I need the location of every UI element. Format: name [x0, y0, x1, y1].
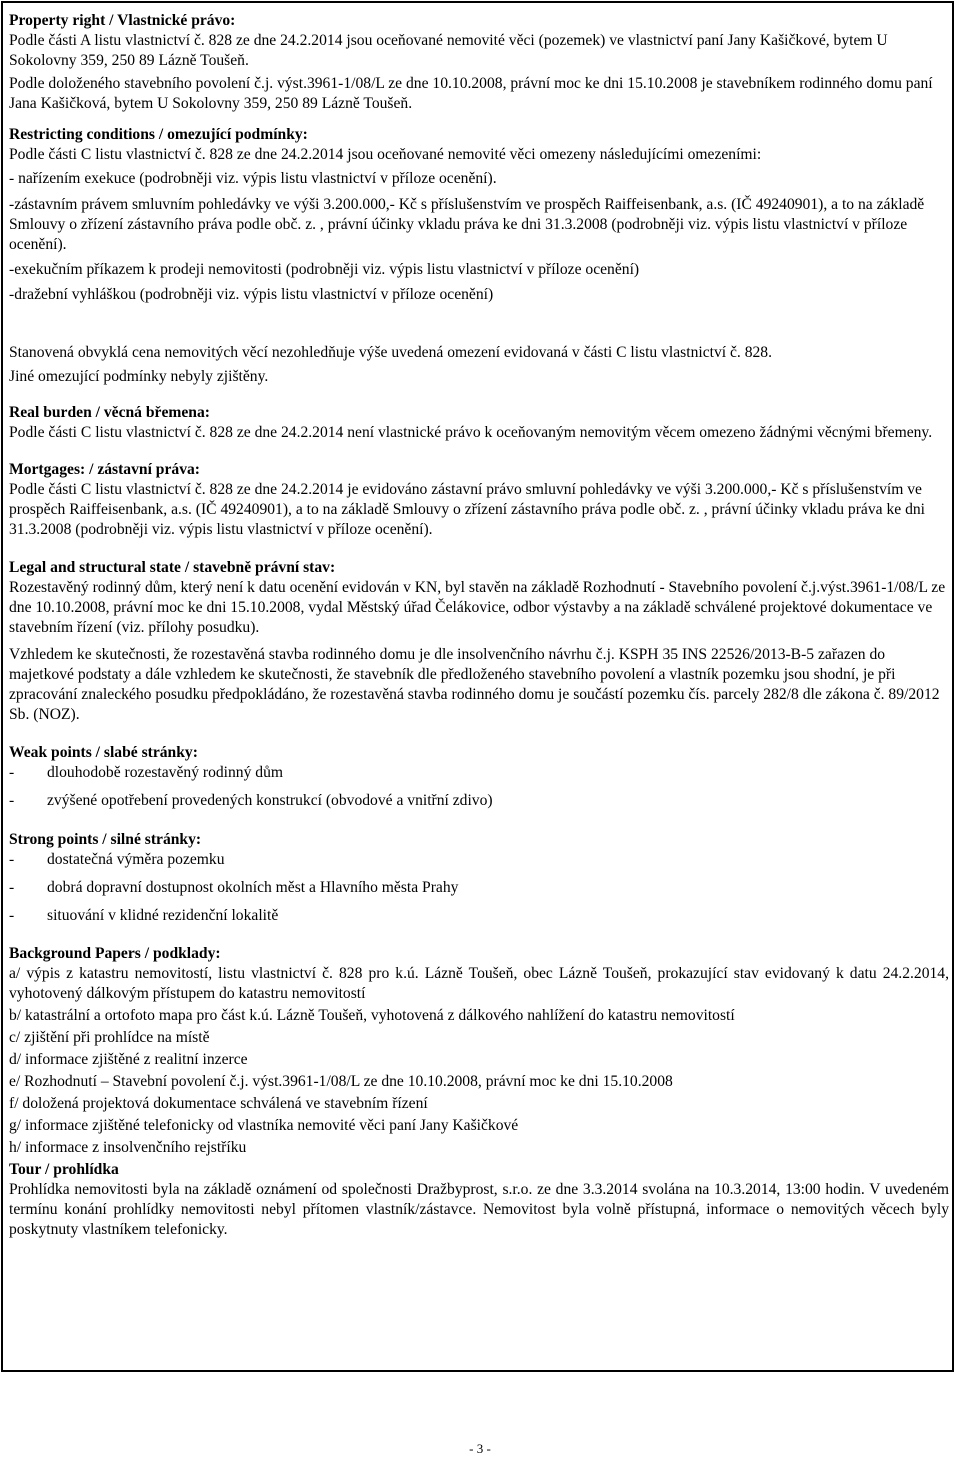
property-text-1: Podle části A listu vlastnictví č. 828 ze dne 24.2.2014 jsou oceňované nemovité věci (pozemek) ve vlastnictví paní Jany Kašičkové, bytem U Sokolovny 359, 250 89 Lázně Toušeň.: [9, 32, 888, 69]
section-background: [9, 944, 949, 1158]
legal-paragraph-1: Rozestavěný rodinný dům, který není k datu ocenění evidován v KN, byl stavěn na základě Rozhodnutí - Stavebního povolení č.j.výst.3961-1/08/L ze dne 10.10.2008, právní moc ke dni 15.10.2008, vydal Městský úřad Čelákovice, odbor výstavby a na základě schválené projektové dokumentace ve stavebním řízení (viz. přílohy posudku).: [9, 579, 946, 636]
background-item-c: c/ zjištění při prohlídce na místě: [9, 1029, 210, 1046]
heading-tour: Tour / prohlídka: [9, 1161, 119, 1178]
heading-restricting: Restricting conditions / omezující podmínky:: [9, 126, 308, 143]
restricting-intro: Podle části C listu vlastnictví č. 828 ze dne 24.2.2014 jsou oceňované nemovité věci omezeny následujícími omezeními:: [9, 146, 762, 163]
strong-item-3: - situování v klidné rezidenční lokalitě: [9, 907, 279, 924]
strong-item-1: - dostatečná výměra pozemku: [9, 851, 225, 868]
strong-item-1-text: dostatečná výměra pozemku: [47, 851, 225, 868]
weak-item-1-text: dlouhodobě rozestavěný rodinný dům: [47, 764, 284, 781]
heading-background: Background Papers / podklady:: [9, 945, 221, 962]
section-strong: [9, 830, 949, 926]
strong-item-2-text: dobrá dopravní dostupnost okolních měst a Hlavního města Prahy: [47, 879, 459, 896]
background-item-e: e/ Rozhodnutí – Stavební povolení č.j. výst.3961-1/08/L ze dne 10.10.2008, právní moc ke dni 15.10.2008: [9, 1073, 673, 1090]
restricting-item-3: -exekučním příkazem k prodeji nemovitosti (podrobněji viz. výpis listu vlastnictví v příloze ocenění): [9, 261, 640, 278]
document-content: [9, 11, 949, 1240]
restricting-item-4: -dražební vyhláškou (podrobněji viz. výpis listu vlastnictví v příloze ocenění): [9, 286, 494, 303]
heading-strong: Strong points / silné stránky:: [9, 831, 202, 848]
heading-weak: Weak points / slabé stránky:: [9, 744, 198, 761]
weak-item-2-text: zvýšené opotřebení provedených konstrukcí (obvodové a vnitřní zdivo): [47, 792, 493, 809]
page-number: - 3 -: [469, 1441, 491, 1456]
section-burden: [9, 403, 949, 443]
background-item-b: b/ katastrální a ortofoto mapa pro část k.ú. Lázně Toušeň, vyhotovená z dálkového nahlížení do katastru nemovitostí: [9, 1007, 735, 1024]
background-item-f: f/ doložená projektová dokumentace schválená ve stavebním řízení: [9, 1095, 428, 1112]
restricting-item-1: - nařízením exekuce (podrobněji viz. výpis listu vlastnictví v příloze ocenění).: [9, 170, 497, 187]
property-text-2: Podle doloženého stavebního povolení č.j. výst.3961-1/08/L ze dne 10.10.2008, právní moc ke dni 15.10.2008 je stavebníkem rodinného domu paní Jana Kašičková, bytem U Sokolovny 359, 250 89 Lázně Toušeň.: [9, 75, 933, 112]
legal-paragraph-2: Vzhledem ke skutečnosti, že rozestavěná stavba rodinného domu je dle insolvenčního návrhu č.j. KSPH 35 INS 22526/2013-B-5 zařazen do majetkové podstaty a dále vzhledem ke skutečnosti, že stavebník dle předloženého stavebního povolení a vlastník pozemku jsou shodní, je při zpracování znaleckého posudku předpokládáno, že rozestavěná stavba rodinného domu je součástí pozemku čís. parcely 282/8 dle zákona č. 89/2012 Sb. (NOZ).: [9, 646, 940, 723]
background-item-a: a/ výpis z katastru nemovitostí, listu vlastnictví č. 828 pro k.ú. Lázně Toušeň, obec Lázně Toušeň, prokazující stav evidovaný k datu 24.2.2014, vyhotovený dálkovým přístupem do katastru nemovitostí: [9, 965, 949, 1002]
strong-item-2: - dobrá dopravní dostupnost okolních měst a Hlavního města Prahy: [9, 879, 459, 896]
background-item-h: h/ informace z insolvenčního rejstříku: [9, 1139, 247, 1156]
mortgages-text: Podle části C listu vlastnictví č. 828 ze dne 24.2.2014 je evidováno zástavní právo smluvní pohledávky ve výši 3.200.000,- Kč s příslušenstvím ve prospěch Raiffeisenbank, a.s. (IČ 49240901), a to na základě Smlouvy o zřízení zástavního práva podle obč. z. , právní účinky vkladu práva ke dni 31.3.2008 (podrobněji viz. výpis listu vlastnictví v příloze ocenění).: [9, 481, 926, 538]
section-legal: [9, 558, 949, 725]
section-property: [9, 11, 949, 114]
restricting-note-1: Stanovená obvyklá cena nemovitých věcí nezohledňuje výše uvedená omezení evidovaná v části C listu vlastnictví č. 828.: [9, 344, 772, 361]
heading-burden: Real burden / věcná břemena:: [9, 404, 210, 421]
section-weak: [9, 743, 949, 811]
weak-item-1: - dlouhodobě rozestavěný rodinný dům: [9, 764, 284, 781]
heading-mortgages: Mortgages: / zástavní práva:: [9, 461, 200, 478]
section-restricting: [9, 125, 949, 387]
burden-text: Podle části C listu vlastnictví č. 828 ze dne 24.2.2014 není vlastnické právo k oceňovaným nemovitým věcem omezeno žádnými věcnými břemeny.: [9, 424, 933, 441]
section-tour: [9, 1160, 949, 1240]
section-mortgages: [9, 460, 949, 540]
background-item-d: d/ informace zjištěné z realitní inzerce: [9, 1051, 248, 1068]
restricting-item-2: -zástavním právem smluvním pohledávky ve výši 3.200.000,- Kč s příslušenstvím ve prospěch Raiffeisenbank, a.s. (IČ 49240901), a to na základě Smlouvy o zřízení zástavního práva podle obč. z. , právní účinky vkladu práva ke dni 31.3.2008 (podrobněji viz. výpis listu vlastnictví v příloze ocenění).: [9, 196, 925, 253]
background-item-g: g/ informace zjištěné telefonicky od vlastníka nemovité věci paní Jany Kašičkové: [9, 1117, 519, 1134]
weak-item-2: - zvýšené opotřebení provedených konstrukcí (obvodové a vnitřní zdivo): [9, 792, 493, 809]
heading-legal: Legal and structural state / stavebně právní stav:: [9, 559, 336, 576]
strong-item-3-text: situování v klidné rezidenční lokalitě: [47, 907, 279, 924]
restricting-note-2: Jiné omezující podmínky nebyly zjištěny.: [9, 368, 269, 385]
heading-property: Property right / Vlastnické právo:: [9, 12, 236, 29]
tour-text: Prohlídka nemovitosti byla na základě oznámení od společnosti Dražbyprost, s.r.o. ze dne 3.3.2014 svolána na 10.3.2014, 13:00 hodin. V uvedeném termínu konání prohlídky nemovitosti nebyl přítomen vlastník/zástavce. Nemovitost byla volně přístupná, informace o nemovitých věcech byly poskytnuty vlastníkem telefonicky.: [9, 1181, 949, 1238]
